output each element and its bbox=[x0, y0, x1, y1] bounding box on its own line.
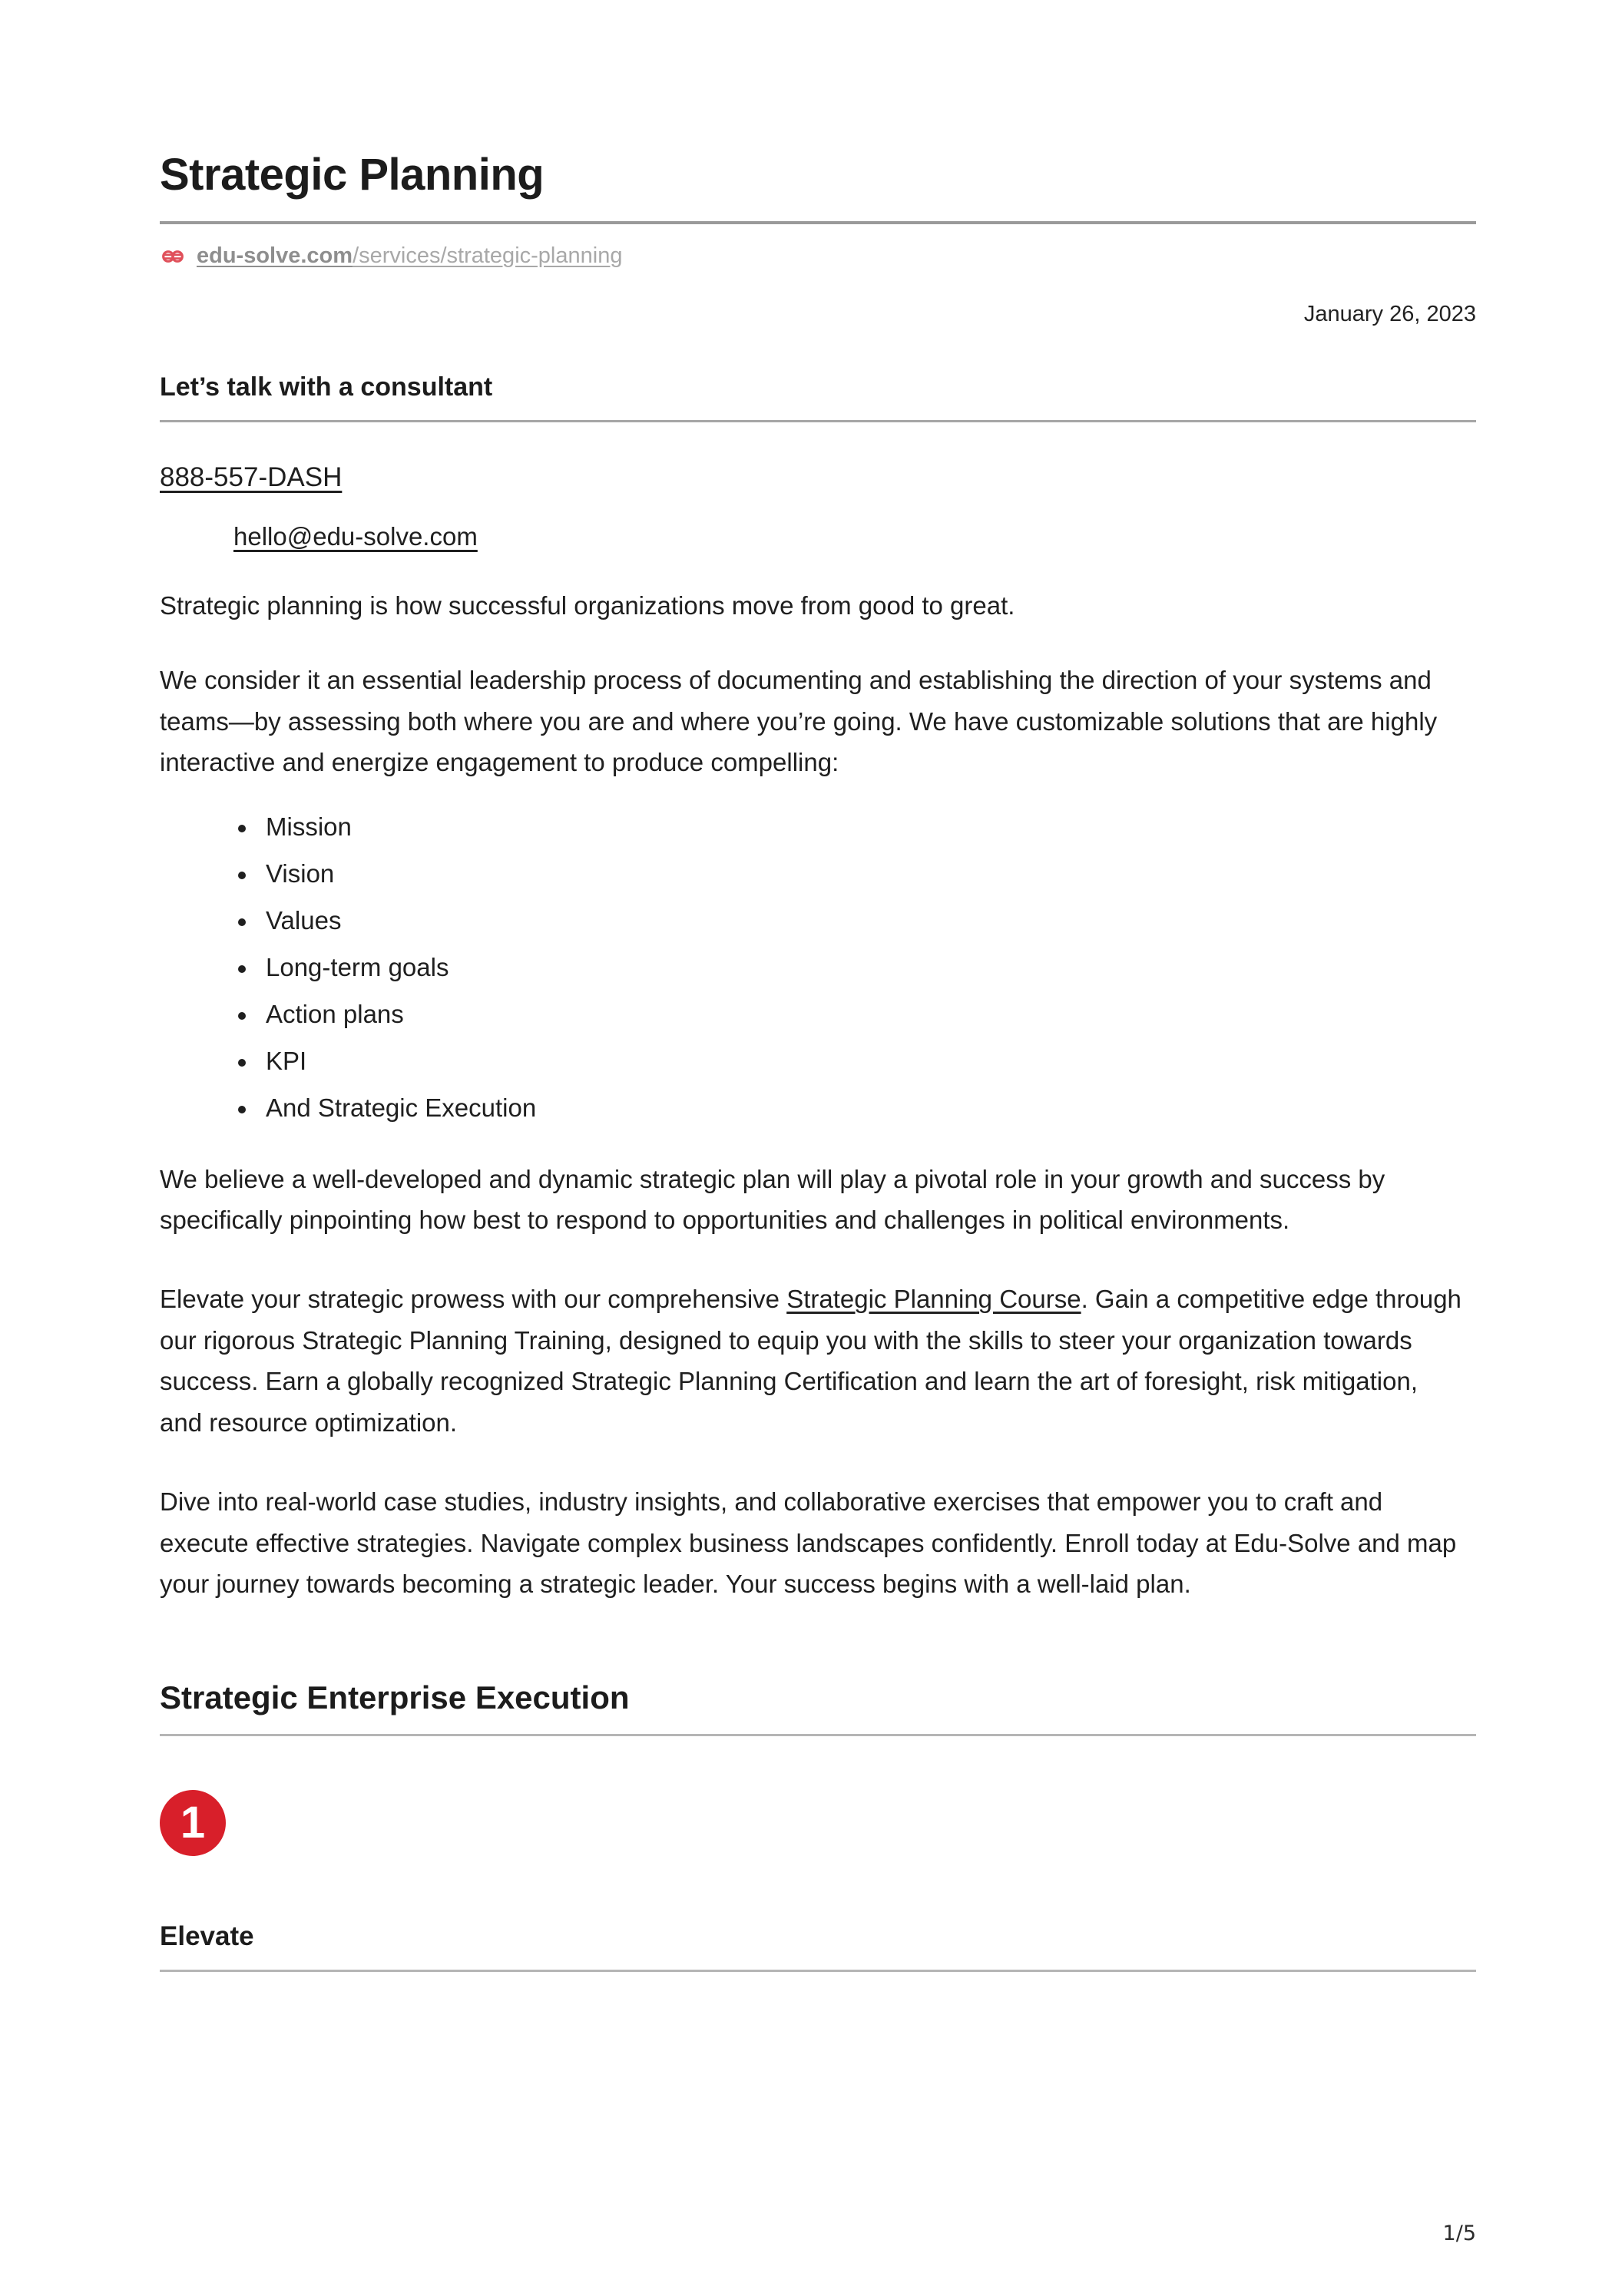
list-item: And Strategic Execution bbox=[233, 1095, 1476, 1120]
source-url[interactable] bbox=[160, 243, 1476, 270]
es-logo-icon bbox=[160, 243, 186, 270]
title-divider bbox=[160, 221, 1476, 224]
lead-paragraph: Strategic planning is how successful organizations move from good to great. bbox=[160, 591, 1015, 620]
execution-section bbox=[160, 1679, 1476, 1972]
list-item: Mission bbox=[233, 814, 1476, 839]
list-item: Vision bbox=[233, 861, 1476, 886]
execution-heading-divider bbox=[160, 1734, 1476, 1736]
step-title-divider bbox=[160, 1970, 1476, 1972]
execution-step-1 bbox=[160, 1790, 1476, 1953]
step-number-badge: 1 bbox=[160, 1790, 226, 1856]
dive-paragraph: Dive into real-world case studies, industry insights, and collaborative exercises that empower you to craft and execute effective strategies. Navigate complex business landscapes confidently. Enroll today at Edu-Solve and map your journey towards becoming a strategic leader. Your success begins with a well-laid plan. bbox=[160, 1487, 1457, 1599]
elevate-paragraph bbox=[160, 1279, 1465, 1443]
belief-paragraph: We believe a well-developed and dynamic strategic plan will play a pivotal role in your growth and success by specifically pinpointing how best to respond to opportunities and challenges in political environments. bbox=[160, 1164, 1385, 1234]
page-content bbox=[160, 0, 1476, 1972]
page-title: Strategic Planning bbox=[160, 150, 545, 200]
url-domain[interactable]: edu-solve.com bbox=[197, 243, 353, 269]
contact-heading: Let’s talk with a consultant bbox=[160, 372, 493, 402]
list-item: Values bbox=[233, 908, 1476, 933]
step-title: Elevate bbox=[160, 1921, 254, 1951]
list-item: Action plans bbox=[233, 1001, 1476, 1027]
contact-email-row bbox=[160, 522, 1476, 551]
intro-paragraph: We consider it an essential leadership process of documenting and establishing the direction of your systems and teams—by assessing both where you are and where you’re going. We have customizable solutions that are highly interactive and energize engagement to produce compelling: bbox=[160, 666, 1438, 777]
document-date: January 26, 2023 bbox=[1303, 301, 1476, 326]
list-item: Long-term goals bbox=[233, 954, 1476, 980]
contact-phone-row bbox=[160, 422, 1476, 493]
list-item: KPI bbox=[233, 1048, 1476, 1074]
url-path[interactable]: /services/strategic-planning bbox=[353, 243, 623, 269]
elevate-text-after: . Gain a competitive edge through our rigorous Strategic Planning Training, designed to equip you with the skills to steer your organization towards success. Earn a globally recognized Strategic Planning Certification and learn the art of foresight, risk mitigation, and resource optimization. bbox=[160, 1285, 1461, 1437]
strategic-planning-course-link[interactable]: Strategic Planning Course bbox=[786, 1285, 1081, 1314]
phone-link[interactable]: 888-557-DASH bbox=[160, 462, 343, 492]
deliverables-list bbox=[160, 814, 1476, 1120]
page-indicator: 1/5 bbox=[1442, 2222, 1476, 2245]
execution-heading: Strategic Enterprise Execution bbox=[160, 1679, 630, 1715]
email-link[interactable]: hello@edu-solve.com bbox=[233, 521, 478, 551]
elevate-text-before: Elevate your strategic prowess with our comprehensive bbox=[160, 1285, 787, 1314]
